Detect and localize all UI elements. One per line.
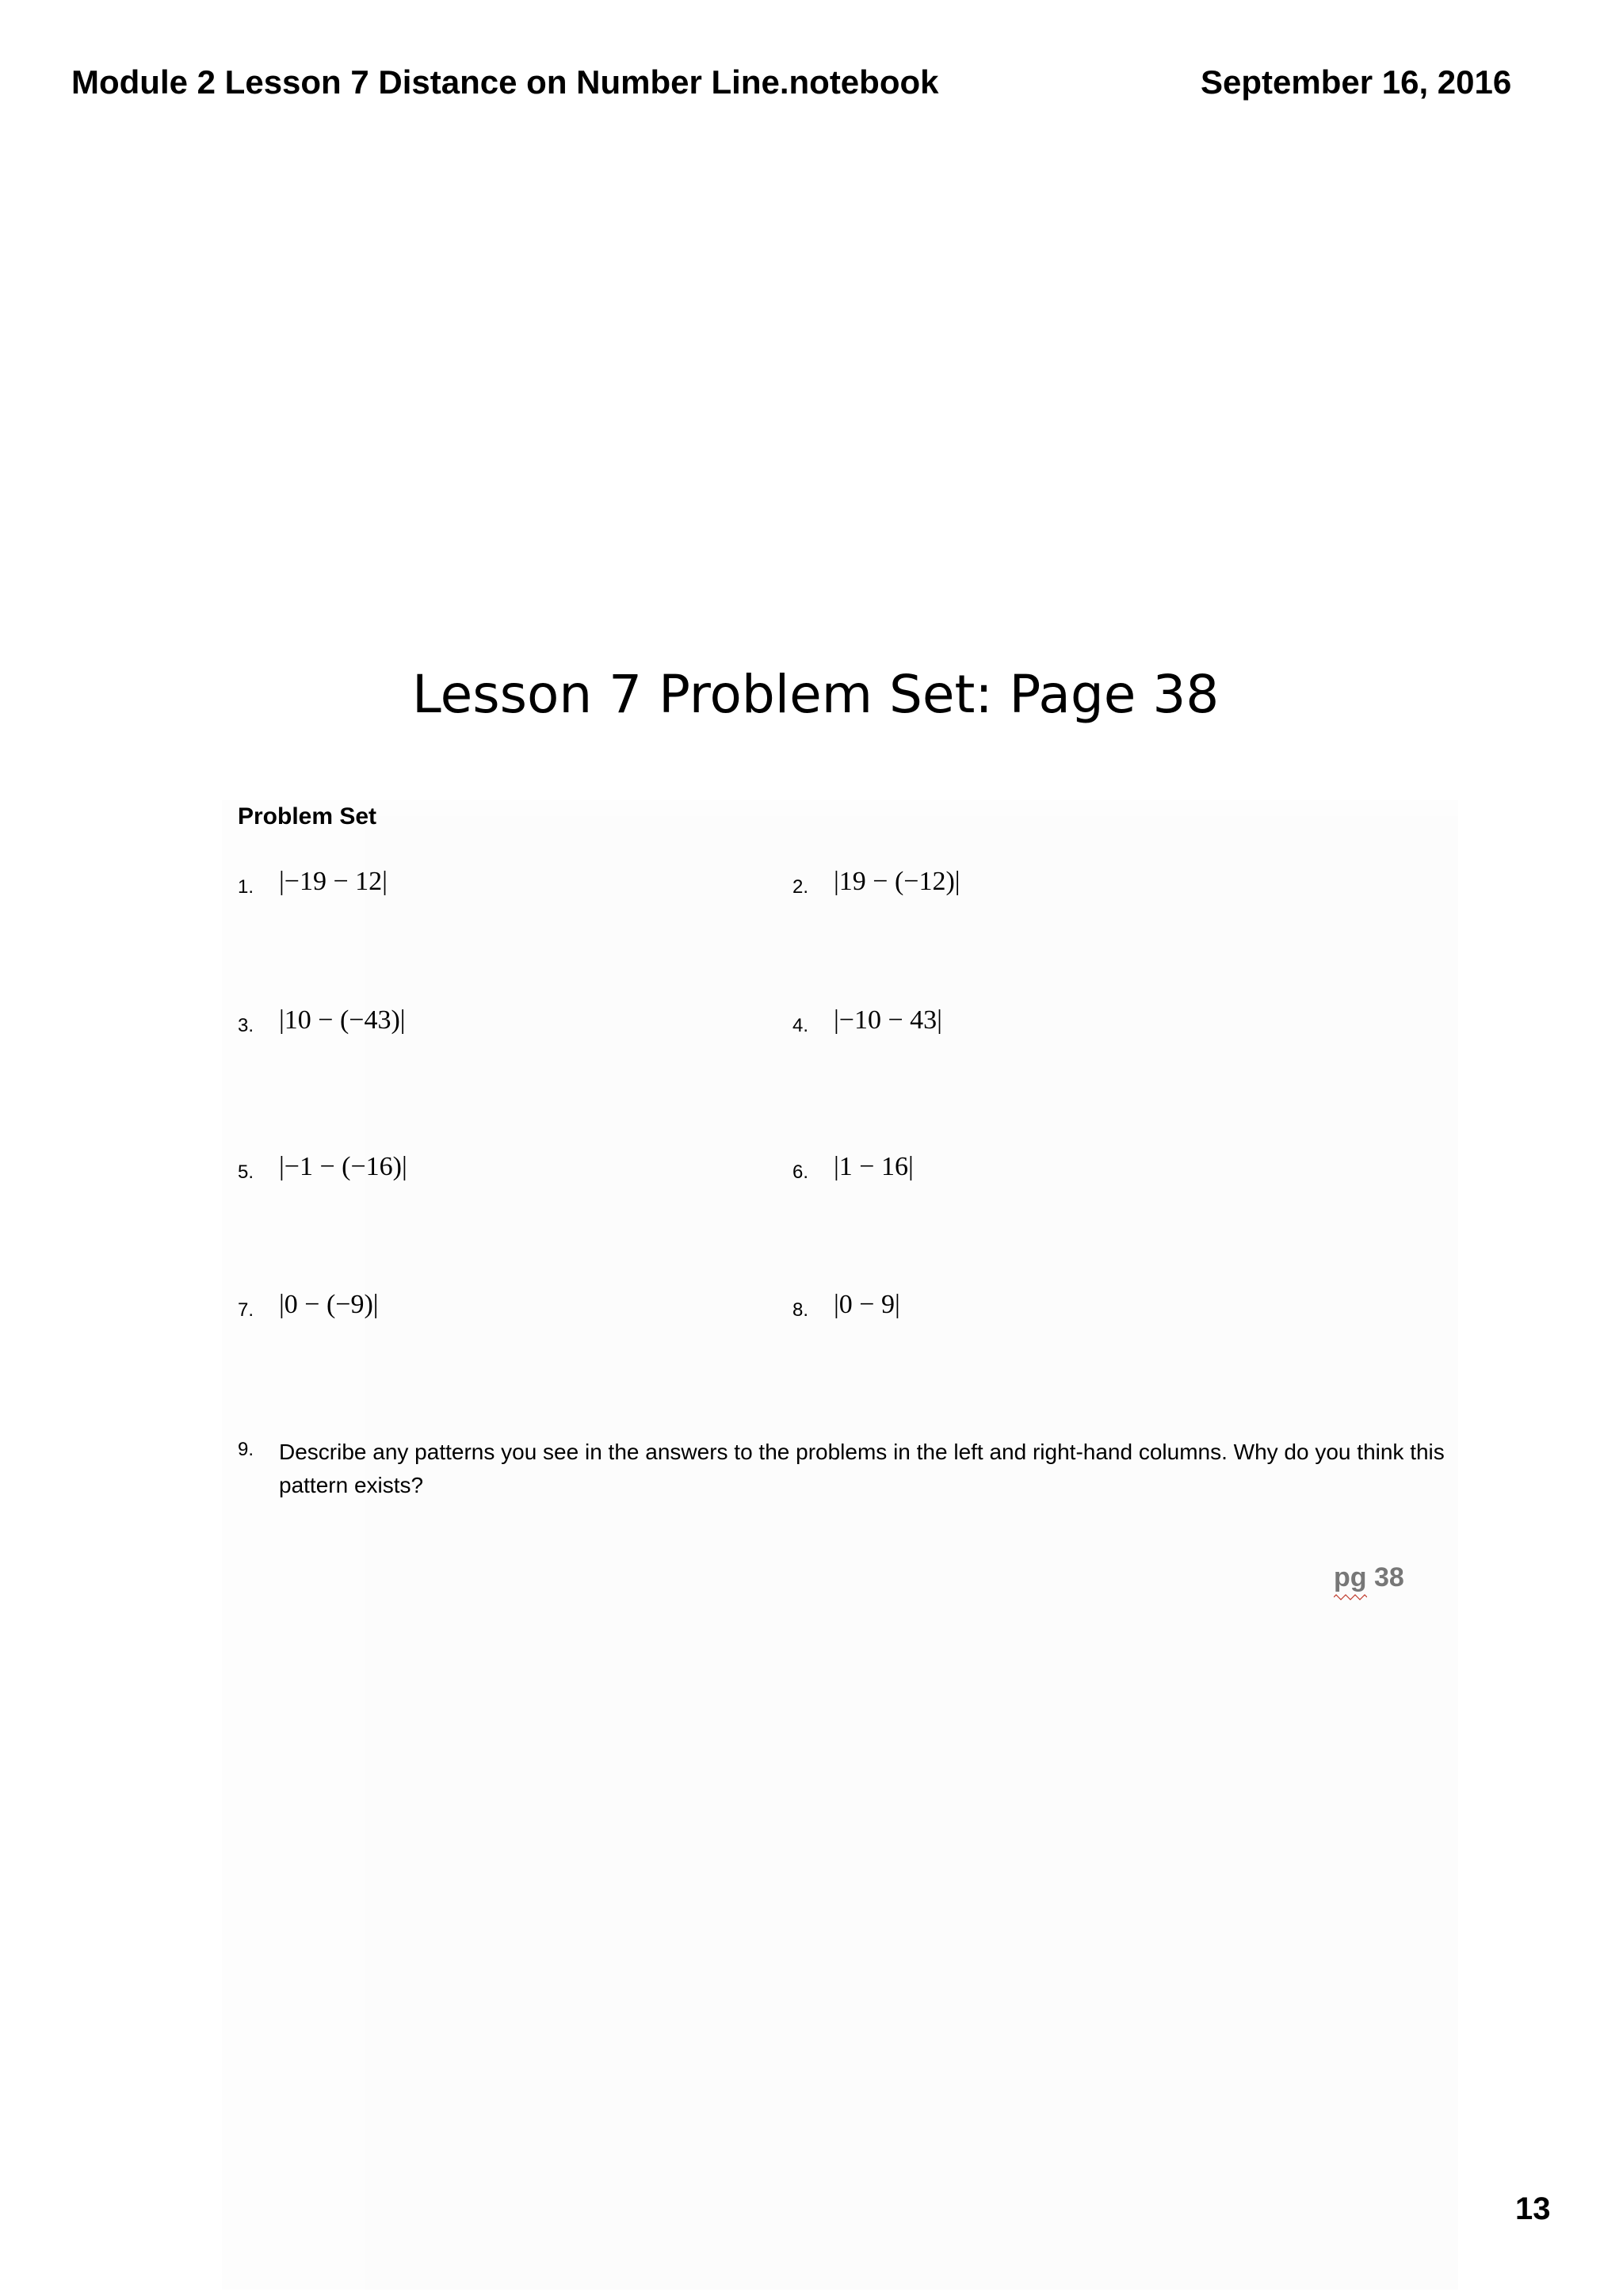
problem-number: 6.: [792, 1161, 809, 1183]
problem-expression: |19 − (−12)|: [834, 867, 960, 896]
problem-number: 9.: [238, 1439, 254, 1460]
worksheet-panel: [365, 816, 1458, 2290]
problem-number: 2.: [792, 876, 809, 898]
problem-expression: |0 − 9|: [834, 1290, 900, 1319]
problem-expression: |10 − (−43)|: [279, 1005, 406, 1035]
spellcheck-underline-icon: [1334, 1594, 1367, 1600]
problem-9-text: Describe any patterns you see in the answers to the problems in the left and right-hand columns. Why do you think this pattern exists?: [279, 1440, 1445, 1497]
problem-expression: |−10 − 43|: [834, 1005, 942, 1035]
problem-number: 5.: [238, 1161, 254, 1183]
problem-expression: |−1 − (−16)|: [279, 1152, 407, 1181]
notebook-title: Module 2 Lesson 7 Distance on Number Line.notebook: [71, 63, 939, 101]
notebook-date: September 16, 2016: [1201, 63, 1512, 101]
problem-number: 1.: [238, 876, 254, 898]
problem-expression: |1 − 16|: [834, 1152, 914, 1181]
problem-number: 3.: [238, 1015, 254, 1036]
problem-expression: |−19 − 12|: [279, 867, 388, 896]
problem-expression: |0 − (−9)|: [279, 1290, 379, 1319]
problem-number: 7.: [238, 1299, 254, 1321]
lesson-title: Lesson 7 Problem Set: Page 38: [412, 664, 1220, 725]
page-reference-label: pg 38: [1334, 1562, 1404, 1592]
page-number: 13: [1515, 2191, 1551, 2226]
problem-number: 8.: [792, 1299, 809, 1321]
problem-number: 4.: [792, 1015, 809, 1036]
problem-set-heading: Problem Set: [238, 803, 377, 830]
